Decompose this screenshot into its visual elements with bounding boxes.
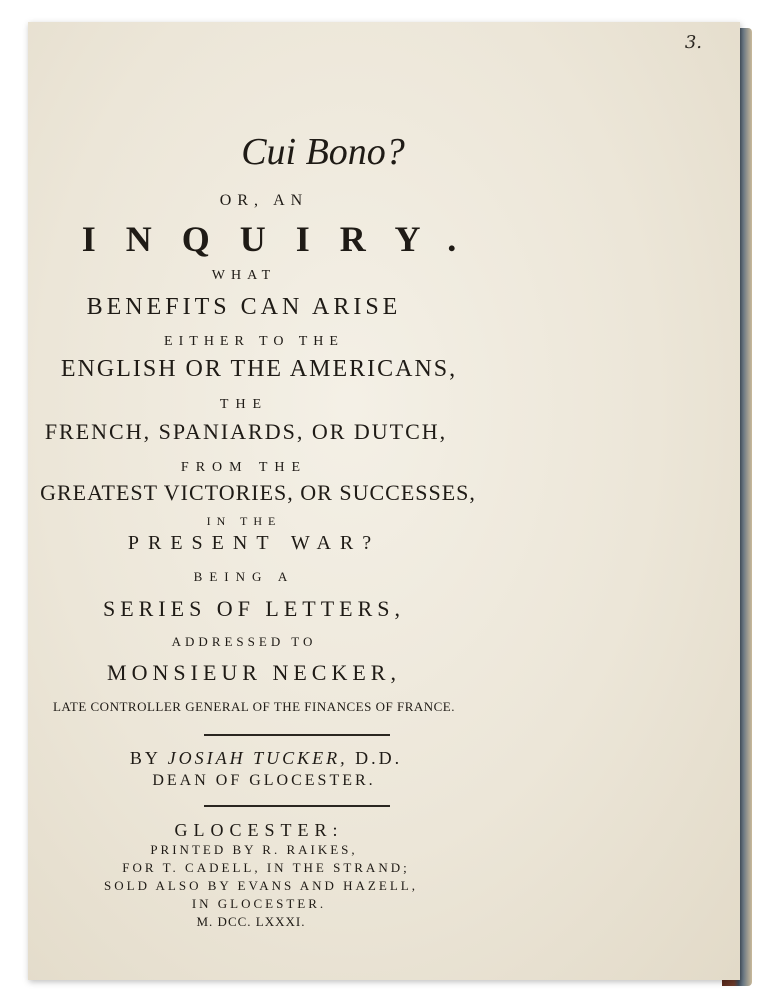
- line-monsieur: MONSIEUR NECKER,: [107, 660, 401, 685]
- main-title: Cui Bono?: [241, 131, 405, 173]
- line-either: EITHER TO THE: [164, 334, 344, 349]
- subtitle-inquiry: INQUIRY.: [81, 219, 487, 259]
- imprint-printer: PRINTED BY R. RAIKES,: [150, 842, 358, 857]
- line-being-a: BEING A: [193, 569, 295, 584]
- author-name: JOSIAH TUCKER,: [167, 748, 356, 768]
- subtitle-or-an: OR, AN: [219, 192, 309, 209]
- line-present-war: PRESENT WAR?: [127, 532, 381, 554]
- author-by: BY: [129, 748, 168, 768]
- line-series: SERIES OF LETTERS,: [102, 596, 406, 621]
- line-addressed-to: ADDRESSED TO: [171, 634, 317, 649]
- divider-rule: [204, 805, 390, 807]
- imprint-publisher: FOR T. CADELL, IN THE STRAND;: [122, 860, 410, 875]
- line-what: WHAT: [211, 268, 277, 283]
- imprint-date: M. DCC. LXXXI.: [196, 914, 306, 929]
- line-greatest: GREATEST VICTORIES, OR SUCCESSES,: [40, 480, 476, 505]
- imprint-location: IN GLOCESTER.: [191, 896, 327, 911]
- folio-number: 3.: [684, 32, 702, 53]
- title-page-leaf: [28, 22, 740, 980]
- divider-rule: [204, 734, 390, 736]
- author-line: [0, 748, 622, 769]
- line-english: ENGLISH OR THE AMERICANS,: [60, 356, 458, 382]
- line-from-the: FROM THE: [180, 460, 308, 475]
- line-the: THE: [219, 397, 269, 412]
- line-benefits: BENEFITS CAN ARISE: [86, 294, 402, 320]
- line-late-controller: LATE CONTROLLER GENERAL OF THE FINANCES OF FRANCE.: [52, 699, 455, 714]
- author-degree: D.D.: [355, 748, 403, 768]
- author-title: DEAN OF GLOCESTER.: [152, 772, 376, 789]
- imprint-seller: SOLD ALSO BY EVANS AND HAZELL,: [104, 878, 418, 893]
- imprint-place: GLOCESTER:: [174, 820, 344, 840]
- line-in-the: IN THE: [206, 514, 282, 528]
- line-french: FRENCH, SPANIARDS, OR DUTCH,: [44, 419, 448, 444]
